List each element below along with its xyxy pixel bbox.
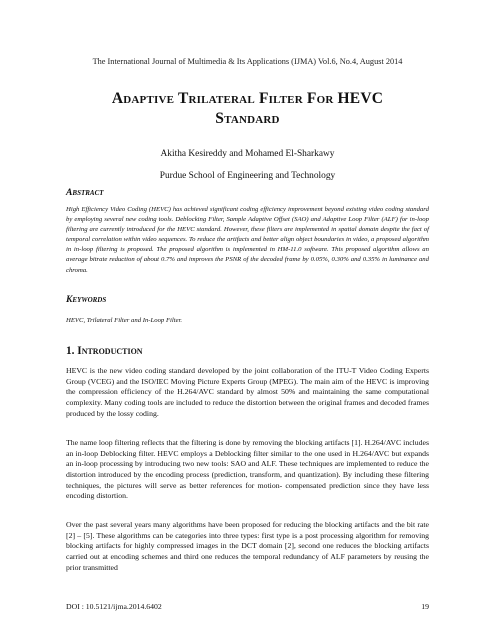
abstract-heading: Abstract xyxy=(66,187,104,198)
keywords-heading: Keywords xyxy=(66,294,107,305)
page-number: 19 xyxy=(421,602,429,611)
journal-header: The International Journal of Multimedia & Its Applications (IJMA) Vol.6, No.4, August 2014 xyxy=(92,57,403,66)
abstract-text: High Efficiency Video Coding (HEVC) has achieved significant coding efficiency improvement beyond existing video coding standard by employing several new coding tools. Deblocking Filter, Sample Adaptive Offset (SAO) and Adaptive Loop Filter (ALF) for in-loop filtering are currently introduced for the HEVC standard. However, these filters are implemented in spatial domain despite the fact of temporal correlation within video sequences. To reduce the artifacts and better align object boundaries in video, a proposed algorithm in in-loop filtering is proposed. The proposed algorithm is implemented in HM-11.0 software. This proposed algorithm allows an average bitrate reduction of about 0.7% and improves the PSNR of the decoded frame by 0.05%, 0.30% and 0.35% in luminance and chroma. xyxy=(66,206,429,274)
keywords-text: HEVC, Trilateral Filter and In-Loop Filter. xyxy=(66,317,183,324)
introduction-paragraph: HEVC is the new video coding standard developed by the joint collaboration of the ITU-T Video Coding Experts Group (VCEG) and the ISO/IEC Moving Picture Experts Group (MPEG). The main aim of the HEVC is improving the compression efficiency of the H.264/AVC standard by almost 50% and maintaining the same computational complexity. Many coding tools are included to reduce the distortion between the original frames and decoded frames produced by the lossy coding. xyxy=(66,366,429,418)
paper-title-line-1: Adaptive Trilateral Filter For HEVC xyxy=(111,90,384,107)
introduction-heading: 1. Introduction xyxy=(66,345,143,357)
affiliation: Purdue School of Engineering and Technology xyxy=(159,171,336,181)
paper-title-line-2: Standard xyxy=(215,110,280,127)
authors: Akitha Kesireddy and Mohamed El-Sharkawy xyxy=(160,149,335,159)
introduction-paragraph: Over the past several years many algorithms have been proposed for reducing the blocking artifacts and the bit rate [2] – [5]. These algorithms can be categories into three types: first type is a post processing algorithm for removing blocking artifacts for highly compressed images in the DCT domain [2], second one reduces the blocking artifacts carried out at encoding schemes and third one reduces the temporal redundancy of ALF parameters by reusing the prior transmitted xyxy=(66,520,429,572)
paper-title xyxy=(40,89,455,129)
doi: DOI : 10.5121/ijma.2014.6402 xyxy=(66,602,162,611)
introduction-paragraph: The name loop filtering reflects that the filtering is done by removing the blocking artifacts [1]. H.264/AVC includes an in-loop Deblocking filter. HEVC employs a Deblocking filter similar to the one used in H.264/AVC but expands an in-loop processing by introducing two new tools: SAO and ALF. These techniques are implemented to reduce the distortion introduced by the encoding process (prediction, transform, and quantization). By including these filtering techniques, the pictures will serve as better references for motion- compensated prediction since they have less encoding distortion. xyxy=(66,438,429,501)
